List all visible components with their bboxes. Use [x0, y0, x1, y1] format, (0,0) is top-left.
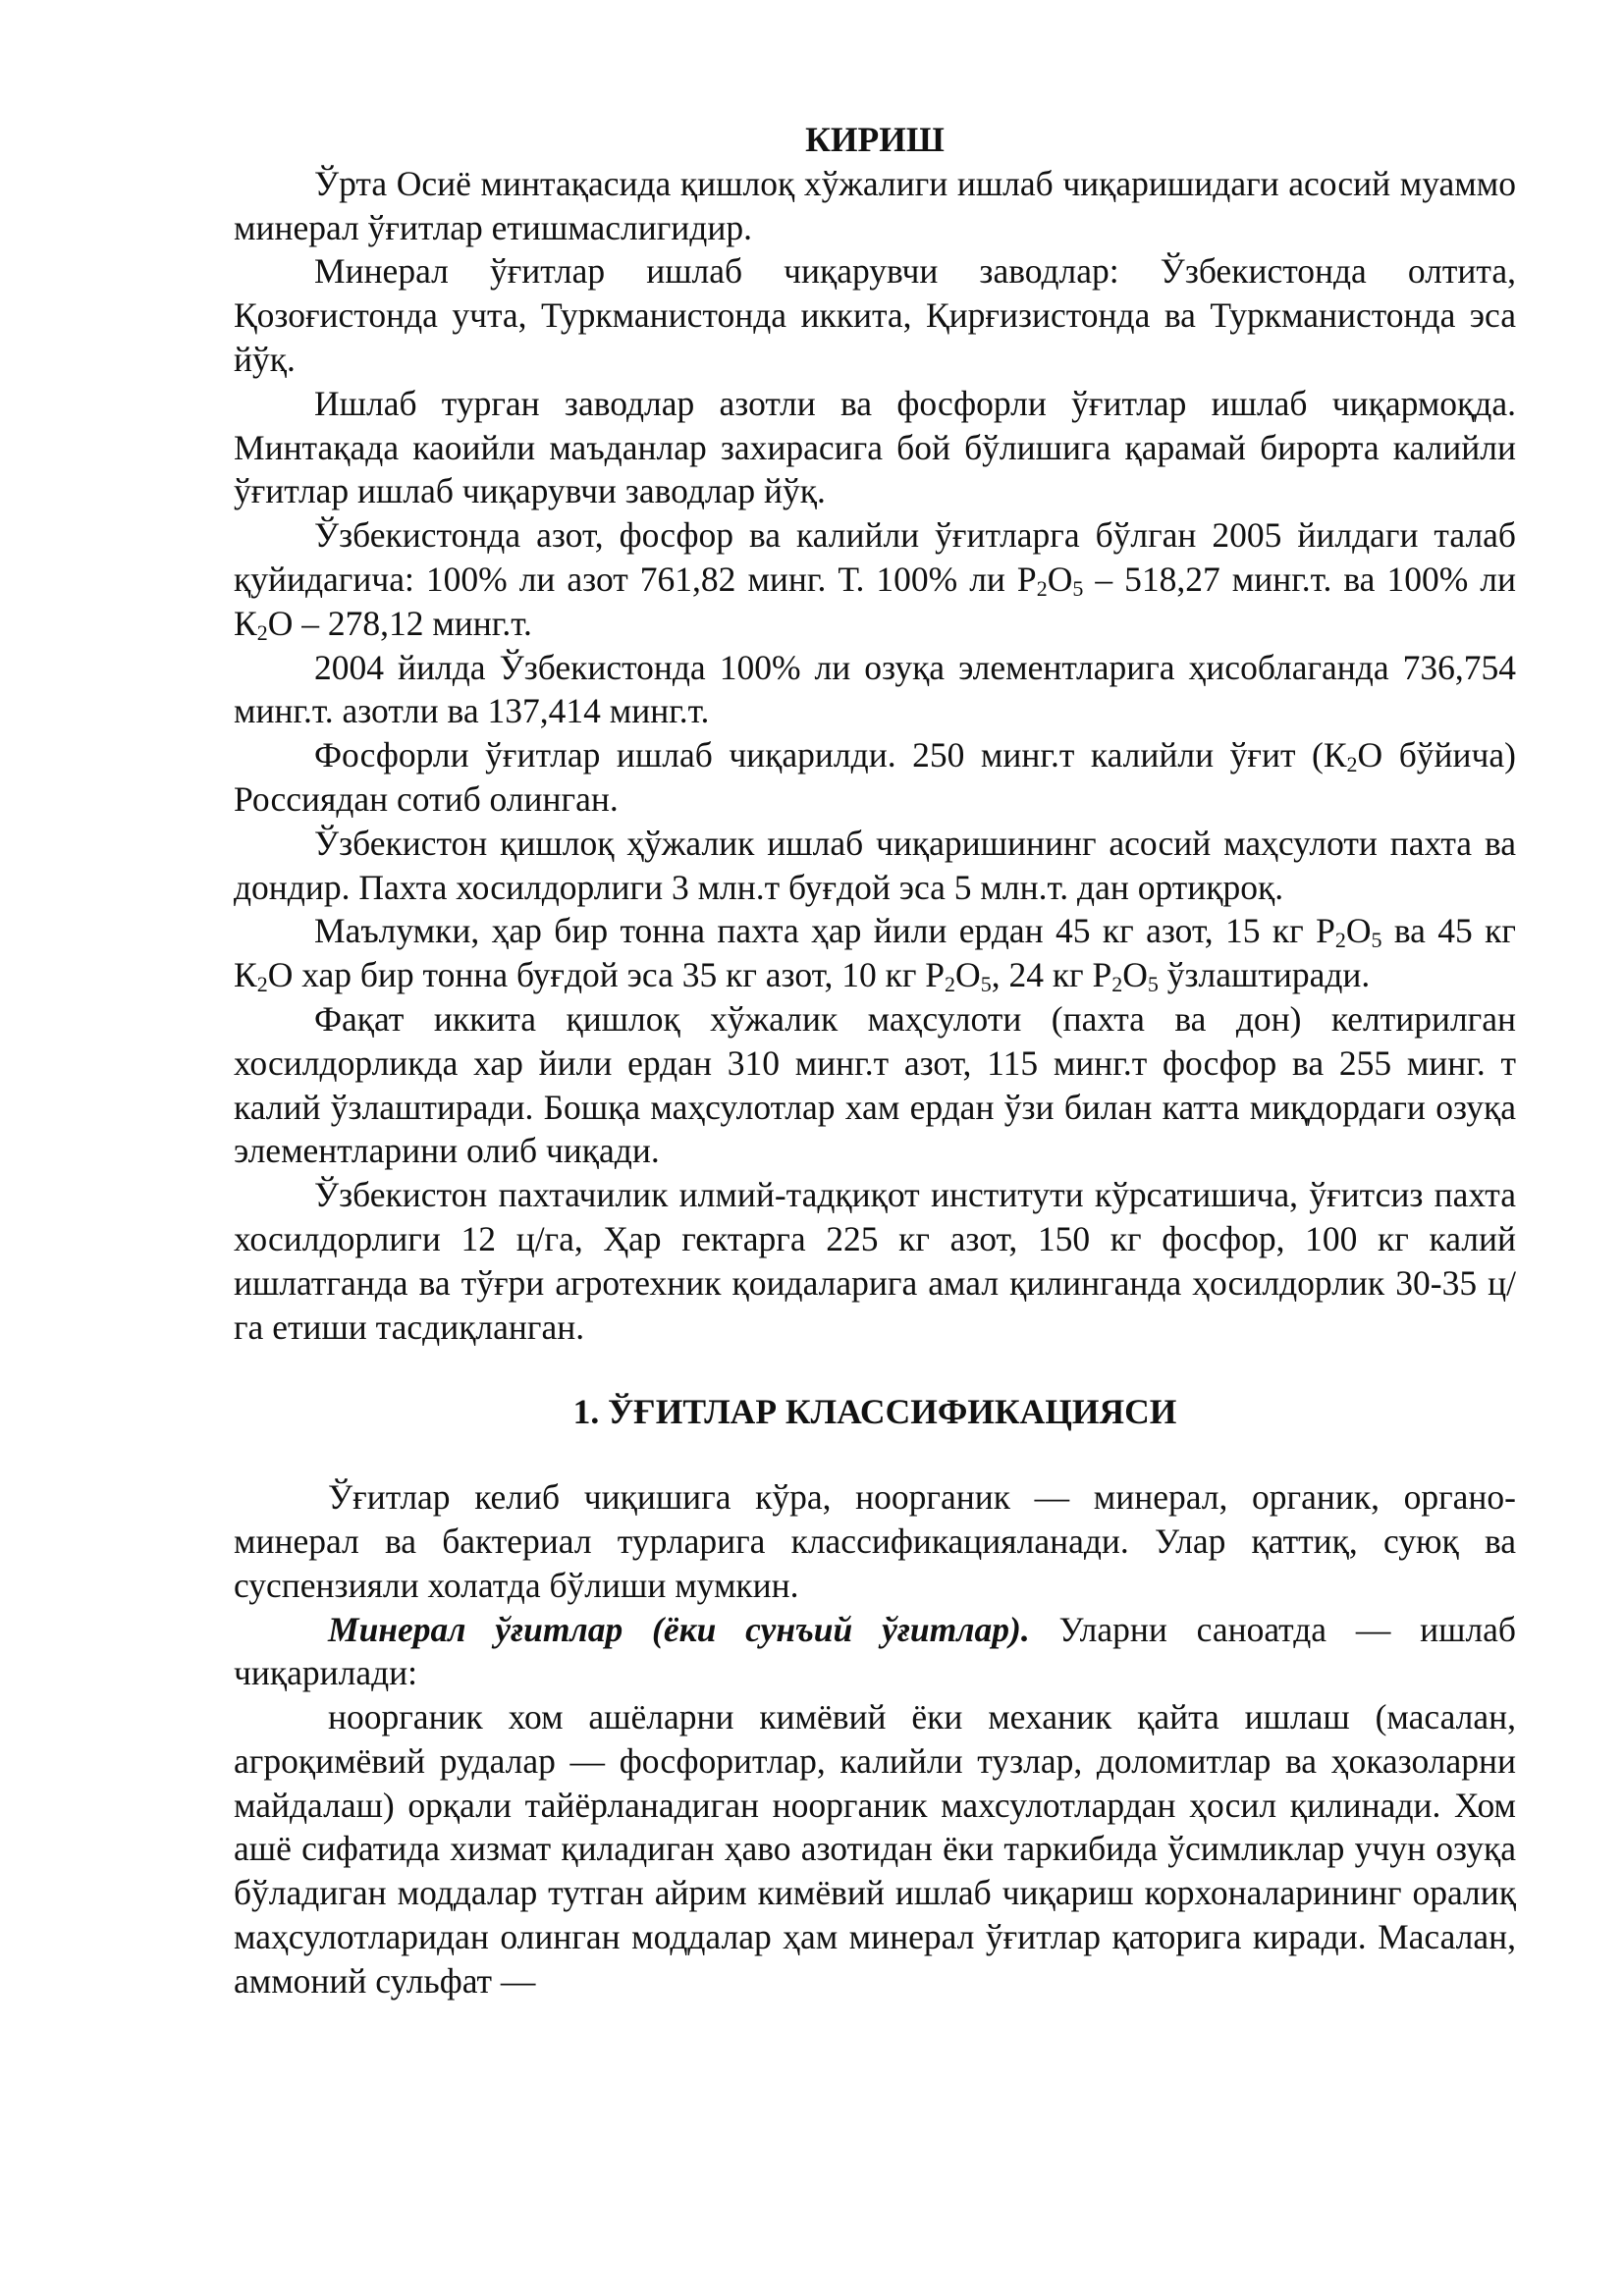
text-run: О	[1122, 955, 1148, 995]
intro-paragraph-4	[234, 513, 1516, 645]
subscript: 5	[1371, 928, 1382, 953]
term-emphasis: Минерал ўғитлар (ёки сунъий ўғитлар).	[328, 1609, 1030, 1649]
text-run: O	[1047, 559, 1073, 599]
section-heading: 1. ЎҒИТЛАР КЛАССИФИКАЦИЯСИ	[572, 1392, 1177, 1432]
intro-paragraph-10: Ўзбекистон пахтачилик илмий-тадқиқот институти кўрсатишича, ўғитсиз пахта хосилдорлиги 12 ц/га, Ҳар гектарга 225 кг азот, 150 кг фосфор, 100 кг калий ишлатганда ва тўғри агротехник қоидаларига амал қилинганда ҳосилдорлик 30-35 ц/га етиши тасдиқланган.	[234, 1175, 1516, 1347]
subscript: 2	[1036, 575, 1048, 601]
text-run: Фосфорли ўғитлар ишлаб чиқарилди. 250 минг.т калийли ўғит (К	[314, 735, 1347, 775]
intro-paragraph-6	[234, 733, 1516, 822]
text-run: Уларни саноатда — ишлаб чиқарилади:	[234, 1609, 1516, 1693]
subscript: 5	[980, 971, 992, 996]
intro-paragraph-5: 2004 йилда Ўзбекистонда 100% ли озуқа элементларига ҳисоблаганда 736,754 минг.т. азотли ва 137,414 минг.т.	[234, 647, 1516, 731]
subscript: 2	[1111, 971, 1123, 996]
text-run: Маълумки, ҳар бир тонна пахта ҳар йили ердан 45 кг азот, 15 кг Р	[314, 911, 1335, 951]
text-run: О	[1345, 911, 1372, 951]
intro-paragraph-7: Ўзбекистон қишлоқ ҳўжалик ишлаб чиқаришининг асосий маҳсулоти пахта ва дондир. Пахта хосилдорлиги 3 млн.т буғдой эса 5 млн.т. дан ортиқроқ.	[234, 823, 1516, 907]
subscript: 2	[256, 619, 268, 645]
text-run: О хар бир тонна буғдой эса 35 кг азот, 10 кг Р	[267, 955, 946, 995]
text-run: – 518,27 минг.т. ва 100% ли К	[234, 559, 1516, 643]
subscript: 5	[1072, 575, 1084, 601]
section-paragraph-3: ноорганик хом ашёларни кимёвий ёки механик қайта ишлаш (масалан, агроқимёвий рудалар — фосфоритлар, калийли тузлар, доломитлар ва ҳоказоларни майдалаш) орқали тайёрланадиган ноорганик махсулотлардан ҳосил қилинади. Хом ашё сифатида хизмат қиладиган ҳаво азотидан ёки таркибида ўсимликлар учун озуқа бўладиган моддалар тутган айрим кимёвий ишлаб чиқариш корхоналарининг оралиқ маҳсулотларидан олинган моддалар ҳам минерал ўғитлар қаторига киради. Масалан, аммоний сульфат —	[234, 1697, 1516, 2001]
section-paragraph-1: Ўғитлар келиб чиқишига кўра, ноорганик — минерал, органик, органо-минерал ва бактериал турларига классификацияланади. Улар қаттиқ, суюқ ва суспензияли холатда бўлиши мумкин.	[234, 1477, 1516, 1605]
text-run: ўзлаштиради.	[1158, 955, 1371, 995]
subscript: 2	[256, 971, 268, 996]
intro-paragraph-9: Фақат иккита қишлоқ хўжалик маҳсулоти (пахта ва дон) келтирилган хосилдорликда хар йили ердан 310 минг.т азот, 115 минг.т фосфор ва 255 минг. т калий ўзлаштиради. Бошқа маҳсулотлар хам ердан ўзи билан катта миқдордаги озуқа элементларини олиб чиқади.	[234, 998, 1516, 1171]
text-run: , 24 кг Р	[991, 955, 1112, 995]
subscript: 2	[1346, 751, 1358, 776]
text-run: О бўйича) Россиядан сотиб олинган.	[234, 735, 1516, 819]
document-page	[234, 118, 1516, 2003]
intro-paragraph-3: Ишлаб турган заводлар азотли ва фосфорли ўғитлар ишлаб чиқармоқда. Минтақада каоийли маъданлар захирасига бой бўлишига қарамай бирорта калийли ўғитлар ишлаб чиқарувчи заводлар йўқ.	[234, 383, 1516, 511]
section-paragraph-2	[234, 1608, 1516, 1696]
text-run: О	[955, 955, 981, 995]
subscript: 2	[1334, 928, 1346, 953]
subscript: 5	[1147, 971, 1159, 996]
text-run: Ўзбекистонда азот, фосфор ва калийли ўғитларга бўлган 2005 йилдаги талаб қуйидагича: 100% ли азот 761,82 минг. Т. 100% ли P	[234, 515, 1516, 599]
text-run: О – 278,12 минг.т.	[267, 603, 532, 643]
intro-paragraph-2: Минерал ўғитлар ишлаб чиқарувчи заводлар: Ўзбекистонда олтита, Қозоғистонда учта, Туркманистонда иккита, Қирғизистонда ва Туркманистонда эса йўқ.	[234, 251, 1516, 379]
intro-paragraph-1: Ўрта Осиё минтақасида қишлоқ хўжалиги ишлаб чиқаришидаги асосий муаммо минерал ўғитлар етишмаслигидир.	[234, 163, 1516, 247]
text-run: ва 45 кг К	[234, 911, 1516, 995]
page-title: КИРИШ	[805, 120, 945, 159]
intro-paragraph-8	[234, 909, 1516, 997]
subscript: 2	[945, 971, 956, 996]
